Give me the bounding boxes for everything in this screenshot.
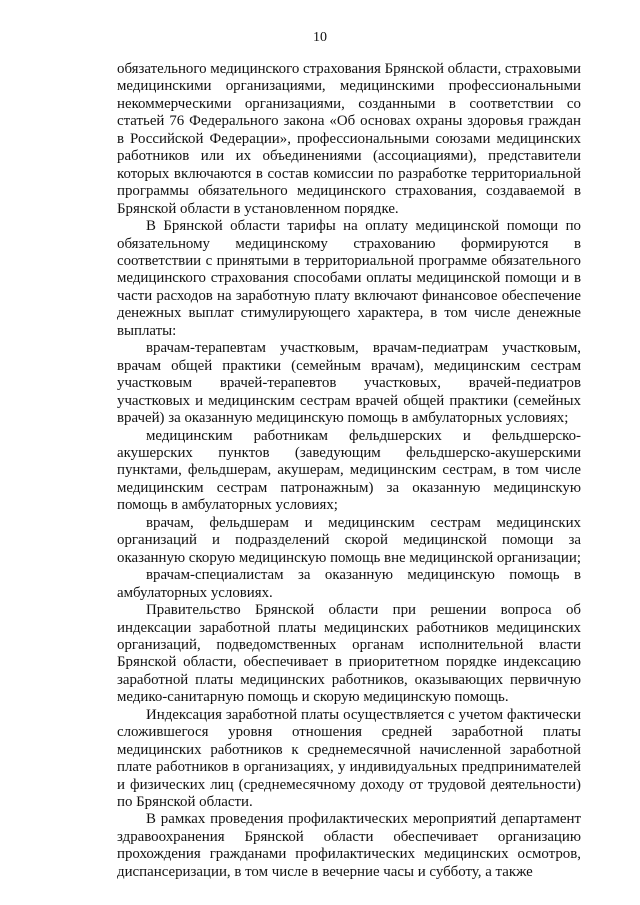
- page-number: 10: [313, 30, 327, 45]
- paragraph-continued: обязательного медицинского страхования Брянской области, страховыми медицинскими организациями, медицинскими профессиональными некоммерческими организациями, созданными в соответствии со статьей 76 Федерального закона «Об основах охраны здоровья граждан в Российской Федерации», профессиональными союзами медицинских работников или их объединениями (ассоциациями), представители которых включаются в состав комиссии по разработке территориальной программы обязательного медицинского страхования, создаваемой в Брянской области в установленном порядке.: [117, 61, 581, 217]
- paragraph-preventive-measures: В рамках проведения профилактических мероприятий департамент здравоохранения Брянской области обеспечивает организацию прохождения гражданами профилактических медицинских осмотров, диспансеризации, в том числе в вечерние часы и субботу, а также: [117, 811, 581, 880]
- paragraph-tariffs: В Брянской области тарифы на оплату медицинской помощи по обязательному медицинскому страхованию формируются в соответствии с принятыми в территориальной программе обязательного медицинского страхования способами оплаты медицинской помощи и в части расходов на заработную плату включают финансовое обеспечение денежных выплат стимулирующего характера, в том числе денежные выплаты:: [117, 218, 581, 339]
- paragraph-payments-ambulance: врачам, фельдшерам и медицинским сестрам медицинских организаций и подразделений скорой медицинской помощи за оказанную скорую медицинскую помощь вне медицинской организации;: [117, 514, 581, 566]
- paragraph-payments-specialists: врачам-специалистам за оказанную медицинскую помощь в амбулаторных условиях.: [117, 567, 581, 601]
- paragraph-payments-district-doctors: врачам-терапевтам участковым, врачам-педиатрам участковым, врачам общей практики (семейным врачам), медицинским сестрам участковым врачей-терапевтов участковых, врачей-педиатров участковых и медицинским сестрам врачей общей практики (семейных врачей) за оказанную медицинскую помощь в амбулаторных условиях;: [117, 340, 581, 427]
- paragraph-salary-indexation-government: Правительство Брянской области при решении вопроса об индексации заработной платы медицинских работников медицинских организаций, подведомственных органам исполнительной власти Брянской области, обеспечивает в приоритетном порядке индексацию заработной платы медицинских работников, оказывающих первичную медико-санитарную помощь и скорую медицинскую помощь.: [117, 602, 581, 706]
- paragraph-salary-indexation-basis: Индексация заработной платы осуществляется с учетом фактически сложившегося уровня отношения средней заработной платы медицинских работников к среднемесячной начисленной заработной плате работников в организациях, у индивидуальных предпринимателей и физических лиц (среднемесячному доходу от трудовой деятельности) по Брянской области.: [117, 706, 581, 811]
- body-text: [117, 61, 581, 881]
- paragraph-payments-feldsher-points: медицинским работникам фельдшерских и фельдшерско-акушерских пунктов (заведующим фельдшерско-акушерскими пунктами, фельдшерам, акушерам, медицинским сестрам, в том числе медицинским сестрам патронажным) за оказанную медицинскую помощь в амбулаторных условиях;: [117, 427, 581, 514]
